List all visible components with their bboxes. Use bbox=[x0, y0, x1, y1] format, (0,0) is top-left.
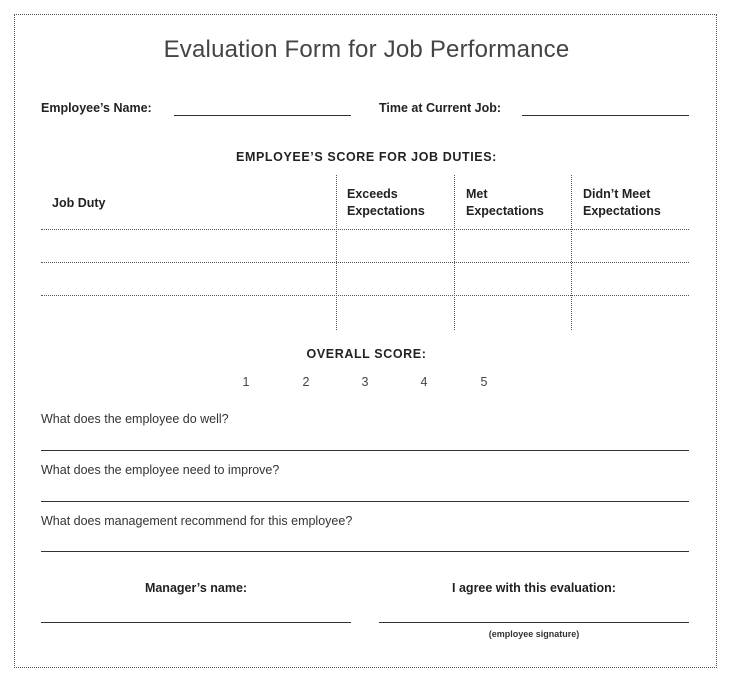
signature-caption: (employee signature) bbox=[488, 629, 580, 639]
score-option[interactable]: 5 bbox=[480, 375, 488, 389]
col-header-exceeds bbox=[347, 186, 425, 220]
score-option[interactable]: 2 bbox=[302, 375, 310, 389]
overall-score-heading: OVERALL SCORE: bbox=[306, 347, 427, 361]
answer-line-improve[interactable] bbox=[41, 501, 689, 502]
table-row-line bbox=[41, 229, 689, 230]
col-header-exceeds-line1: Exceeds bbox=[347, 187, 398, 201]
employee-name-label: Employee’s Name: bbox=[41, 101, 152, 115]
employee-signature-field[interactable] bbox=[379, 622, 689, 623]
score-option[interactable]: 1 bbox=[242, 375, 250, 389]
table-divider bbox=[454, 175, 455, 330]
col-header-met bbox=[466, 186, 544, 220]
agree-label: I agree with this evaluation: bbox=[452, 581, 616, 595]
time-at-job-label: Time at Current Job: bbox=[379, 101, 502, 115]
table-row-line bbox=[41, 295, 689, 296]
table-divider bbox=[571, 175, 572, 330]
question-do-well: What does the employee do well? bbox=[41, 412, 229, 426]
duties-heading: EMPLOYEE’S SCORE FOR JOB DUTIES: bbox=[236, 150, 497, 164]
question-improve: What does the employee need to improve? bbox=[41, 463, 280, 477]
table-row-line bbox=[41, 262, 689, 263]
form-title: Evaluation Form for Job Performance bbox=[163, 36, 570, 63]
col-header-exceeds-line2: Expectations bbox=[347, 204, 425, 218]
answer-line-recommend[interactable] bbox=[41, 551, 689, 552]
time-at-job-field[interactable] bbox=[522, 115, 689, 116]
table-divider bbox=[336, 175, 337, 330]
col-header-didnt-meet-line1: Didn’t Meet bbox=[583, 187, 651, 201]
col-header-didnt-meet-line2: Expectations bbox=[583, 204, 661, 218]
score-option[interactable]: 3 bbox=[361, 375, 369, 389]
manager-name-field[interactable] bbox=[41, 622, 351, 623]
col-header-didnt-meet bbox=[583, 186, 661, 220]
col-header-met-line1: Met bbox=[466, 187, 488, 201]
answer-line-do-well[interactable] bbox=[41, 450, 689, 451]
score-option[interactable]: 4 bbox=[420, 375, 428, 389]
col-header-met-line2: Expectations bbox=[466, 204, 544, 218]
employee-name-field[interactable] bbox=[174, 115, 351, 116]
col-header-job-duty: Job Duty bbox=[52, 196, 106, 210]
question-recommend: What does management recommend for this employee? bbox=[41, 514, 353, 528]
manager-name-label: Manager’s name: bbox=[144, 581, 248, 595]
